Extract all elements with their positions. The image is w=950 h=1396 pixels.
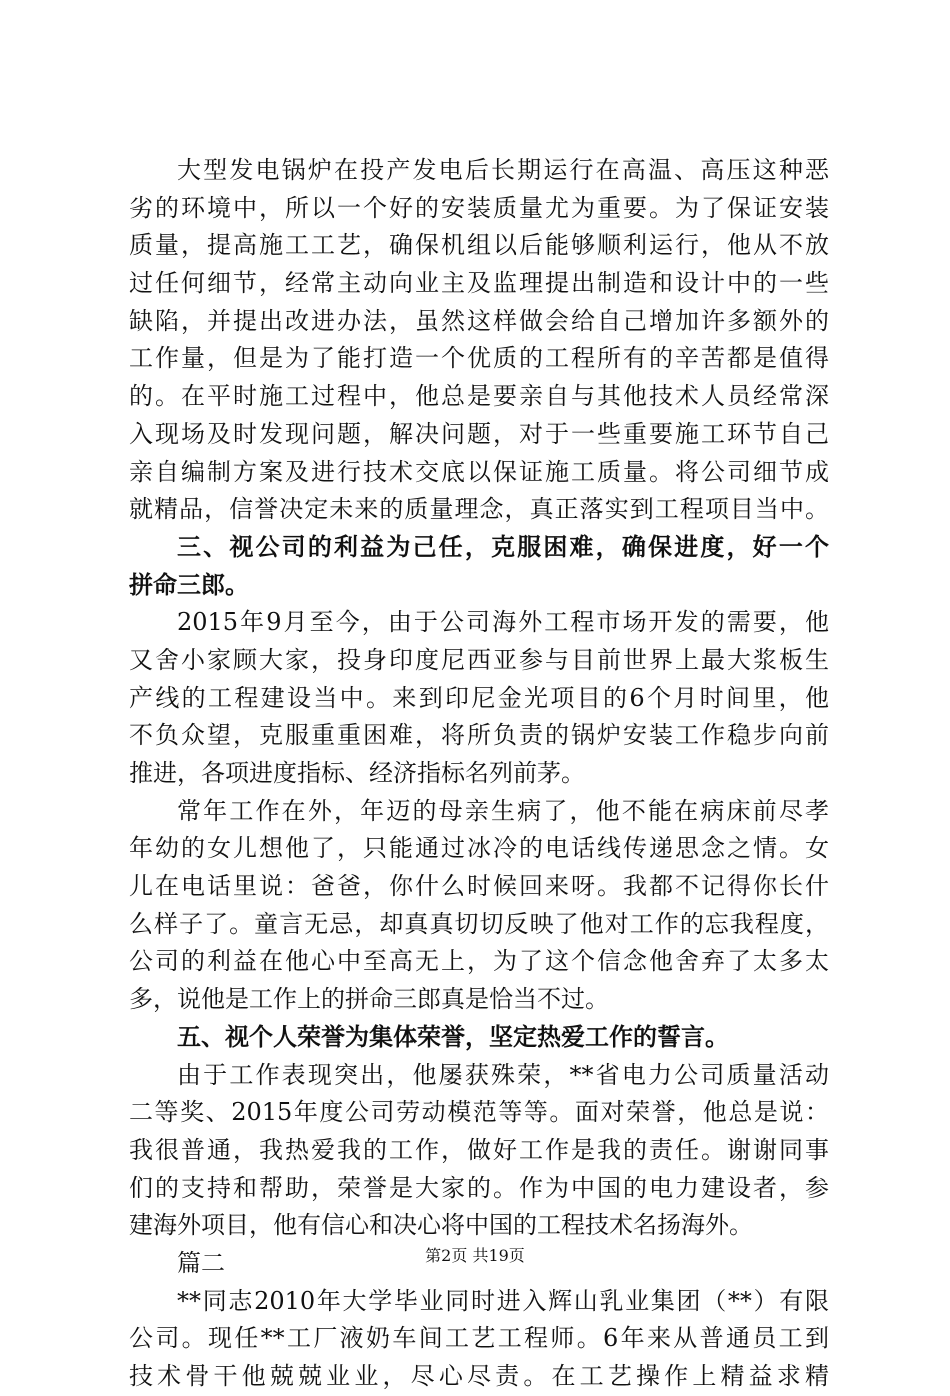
- paragraph-line: 2015年9月至今，由于公司海外工程市场开发的需要，他: [177, 608, 829, 637]
- paragraph-line: 公司。现任**工厂液奶车间工艺工程师。6年来从普通员工到: [129, 1324, 829, 1353]
- paragraph-line: 过任何细节，经常主动向业主及监理提出制造和设计中的一些: [129, 269, 829, 298]
- paragraph-line: **同志2010年大学毕业同时进入辉山乳业集团（**）有限: [177, 1286, 829, 1315]
- paragraph-line: 儿在电话里说：爸爸，你什么时候回来呀。我都不记得你长什: [129, 872, 829, 901]
- paragraph-line: 技术骨干他兢兢业业，尽心尽责。在工艺操作上精益求精: [129, 1362, 829, 1390]
- paragraph-line: 就精品，信誉决定未来的质量理念，真正落实到工程项目当中。: [129, 495, 829, 524]
- paragraph-line: 年幼的女儿想他了，只能通过冰冷的电话线传递思念之情。女: [129, 834, 829, 863]
- paragraph-line: 么样子了。童言无忌，却真真切切反映了他对工作的忘我程度，: [129, 909, 829, 938]
- paragraph-line: 多，说他是工作上的拼命三郎真是恰当不过。: [129, 985, 609, 1014]
- paragraph-line: 缺陷，并提出改进办法，虽然这样做会给自己增加许多额外的: [129, 306, 829, 335]
- paragraph-line: 篇二: [177, 1248, 225, 1277]
- paragraph-line: 不负众望，克服重重困难，将所负责的锅炉安装工作稳步向前: [129, 721, 829, 750]
- paragraph-line: 大型发电锅炉在投产发电后长期运行在高温、高压这种恶: [177, 156, 829, 184]
- paragraph-line: 我很普通，我热爱我的工作，做好工作是我的责任。谢谢同事: [129, 1135, 829, 1164]
- section-heading-line: 五、视个人荣誉为集体荣誉，坚定热爱工作的誓言。: [177, 1022, 729, 1051]
- paragraph-line: 由于工作表现突出，他屡获殊荣，**省电力公司质量活动: [177, 1060, 829, 1089]
- paragraph-line: 产线的工程建设当中。来到印尼金光项目的6个月时间里，他: [129, 683, 829, 712]
- paragraph-line: 工作量，但是为了能打造一个优质的工程所有的辛苦都是值得: [129, 344, 829, 373]
- paragraph-line: 劣的环境中，所以一个好的安装质量尤为重要。为了保证安装: [129, 193, 829, 222]
- paragraph-line: 入现场及时发现问题，解决问题，对于一些重要施工环节自己: [129, 419, 829, 448]
- paragraph-line: 们的支持和帮助，荣誉是大家的。作为中国的电力建设者，参: [129, 1173, 829, 1202]
- document-body: [129, 152, 829, 1396]
- paragraph-line: 常年工作在外，年迈的母亲生病了，他不能在病床前尽孝: [177, 796, 829, 825]
- page-footer: 第2页 共19页: [425, 1246, 525, 1265]
- paragraph-line: 的。在平时施工过程中，他总是要亲自与其他技术人员经常深: [129, 382, 829, 411]
- section-heading-line: 拼命三郎。: [129, 570, 249, 599]
- section-heading-line: 三、视公司的利益为己任，克服困难，确保进度，好一个: [177, 532, 829, 561]
- paragraph-line: 建海外项目，他有信心和决心将中国的工程技术名扬海外。: [129, 1211, 753, 1240]
- paragraph-line: 亲自编制方案及进行技术交底以保证施工质量。将公司细节成: [129, 457, 829, 486]
- paragraph-line: 又舍小家顾大家，投身印度尼西亚参与目前世界上最大浆板生: [129, 645, 829, 674]
- paragraph-line: 推进，各项进度指标、经济指标名列前茅。: [129, 759, 585, 787]
- paragraph-line: 公司的利益在他心中至高无上，为了这个信念他舍弃了太多太: [129, 947, 829, 976]
- paragraph-line: 二等奖、2015年度公司劳动模范等等。面对荣誉，他总是说：: [129, 1098, 829, 1127]
- paragraph-line: 质量，提高施工工艺，确保机组以后能够顺利运行，他从不放: [129, 231, 829, 260]
